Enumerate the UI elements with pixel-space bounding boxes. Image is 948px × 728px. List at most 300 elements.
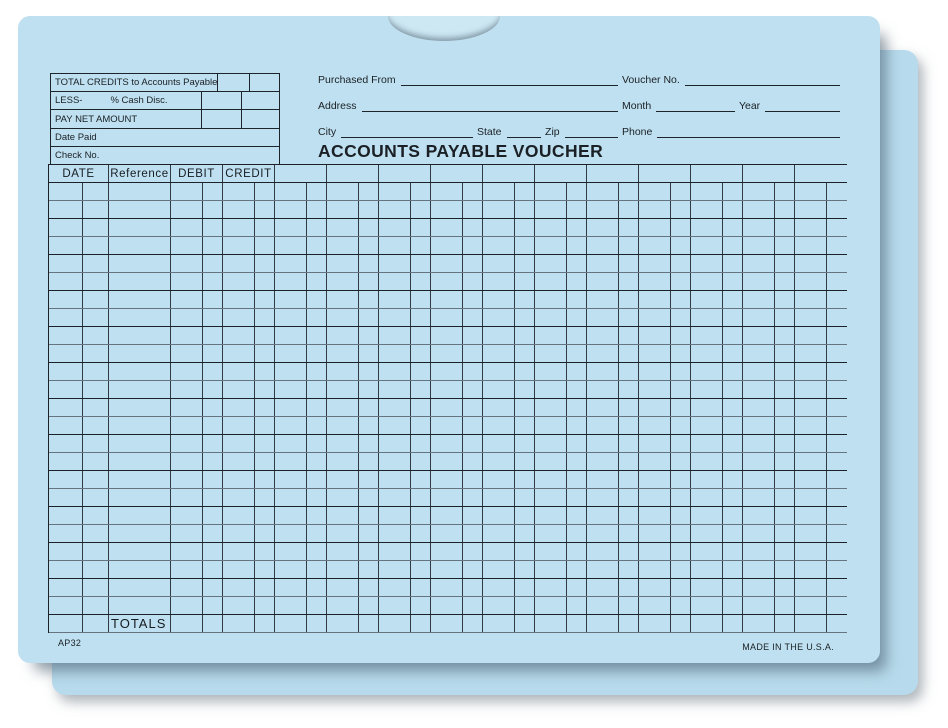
ledger-cell [795, 579, 827, 596]
ledger-cell [587, 345, 619, 362]
ledger-cell [619, 183, 639, 200]
ledger-header-cell [483, 165, 535, 182]
ledger-cell [483, 417, 515, 434]
ledger-cell [379, 291, 411, 308]
ledger-cell [567, 417, 587, 434]
ledger-cell [483, 201, 515, 218]
ledger-cell [671, 579, 691, 596]
ledger-cell [307, 273, 327, 290]
ledger-cell [619, 309, 639, 326]
ledger-cell [671, 507, 691, 524]
ledger-cell [307, 183, 327, 200]
ledger-cell [483, 525, 515, 542]
ledger-cell [203, 471, 223, 488]
ledger-cell [109, 219, 171, 236]
ledger-header-cell [743, 165, 795, 182]
ledger-cell [223, 291, 255, 308]
ledger-cell [827, 507, 847, 524]
ledger-cell [83, 453, 109, 470]
ledger-header-cell [795, 165, 847, 182]
ledger-cell [223, 327, 255, 344]
ledger-cell [431, 363, 463, 380]
ledger-cell [743, 309, 775, 326]
ledger-cell [359, 399, 379, 416]
ledger-cell [775, 471, 795, 488]
ledger-cell [483, 237, 515, 254]
ledger-cell [671, 273, 691, 290]
ledger-cell [275, 327, 307, 344]
check-no-label: Check No. [55, 149, 100, 161]
ledger-cell [359, 381, 379, 398]
summary-row-total-credits [51, 74, 279, 92]
ledger-cell [535, 255, 567, 272]
ledger-cell [619, 399, 639, 416]
ledger-cell [275, 363, 307, 380]
ledger-cell [691, 237, 723, 254]
ledger-cell [619, 615, 639, 632]
ledger-cell [587, 291, 619, 308]
ledger-cell [775, 237, 795, 254]
ledger-cell [827, 579, 847, 596]
ledger-cell [639, 435, 671, 452]
ledger-cell [83, 201, 109, 218]
ledger-cell [307, 327, 327, 344]
ledger-cell [307, 417, 327, 434]
ledger-cell [275, 507, 307, 524]
ledger-cell [691, 363, 723, 380]
ledger-cell [109, 471, 171, 488]
ledger-cell [431, 417, 463, 434]
ledger-cell [49, 201, 83, 218]
voucher-no-line [685, 83, 840, 86]
ledger-cell [203, 543, 223, 560]
ledger-header-cell [275, 165, 327, 182]
ledger-cell [463, 327, 483, 344]
ledger-cell [691, 453, 723, 470]
ledger-cell [743, 471, 775, 488]
ledger-cell [307, 453, 327, 470]
ledger-cell [49, 489, 83, 506]
ledger-cell [223, 579, 255, 596]
ledger-cell [359, 435, 379, 452]
ledger-cell [639, 309, 671, 326]
ledger-cell [255, 507, 275, 524]
ledger-cell [775, 399, 795, 416]
ledger-cell [743, 435, 775, 452]
ledger-cell [83, 435, 109, 452]
ledger-cell [327, 219, 359, 236]
ledger-cell [255, 471, 275, 488]
ledger-cell [83, 291, 109, 308]
ledger-cell [775, 363, 795, 380]
ledger-cell [535, 363, 567, 380]
ledger-cell [587, 597, 619, 614]
summary-row-less-discount [51, 92, 279, 110]
ledger-cell [691, 273, 723, 290]
ledger-cell [691, 291, 723, 308]
ledger-cell [203, 381, 223, 398]
ledger-cell [203, 327, 223, 344]
ledger-cell [535, 561, 567, 578]
ledger-cell [567, 579, 587, 596]
ledger-cell [567, 453, 587, 470]
ledger-cell [671, 291, 691, 308]
ledger-cell [307, 435, 327, 452]
ledger-cell [171, 525, 203, 542]
total-credits-label: TOTAL CREDITS to Accounts Payable [55, 77, 218, 89]
ledger-cell [203, 489, 223, 506]
ledger-cell [327, 237, 359, 254]
ledger-cell [49, 597, 83, 614]
ledger-cell [775, 381, 795, 398]
ledger-cell [515, 273, 535, 290]
ledger-cell [795, 309, 827, 326]
ledger-cell [671, 489, 691, 506]
ledger-cell [463, 525, 483, 542]
ledger-cell [515, 309, 535, 326]
ledger-cell [515, 579, 535, 596]
phone-label: Phone [622, 126, 653, 138]
ledger-cell [109, 237, 171, 254]
ledger-cell [255, 417, 275, 434]
ledger-cell [795, 273, 827, 290]
ledger-header-cell [639, 165, 691, 182]
ledger-cell [639, 453, 671, 470]
ledger-cell [327, 273, 359, 290]
ledger-cell [827, 291, 847, 308]
ledger-cell [431, 327, 463, 344]
ledger-cell [431, 435, 463, 452]
ledger-cell [359, 291, 379, 308]
ledger-cell [327, 597, 359, 614]
ledger-cell [691, 579, 723, 596]
ledger-cell [515, 183, 535, 200]
ledger-cell [109, 309, 171, 326]
ledger-cell [171, 507, 203, 524]
voucher-no-label: Voucher No. [622, 74, 680, 86]
ledger-cell [639, 201, 671, 218]
ledger-cell [83, 597, 109, 614]
ledger-cell [775, 561, 795, 578]
ledger-cell [203, 345, 223, 362]
ledger-cell [307, 489, 327, 506]
ledger-cell [255, 363, 275, 380]
ledger-cell [567, 363, 587, 380]
ledger-cell [743, 237, 775, 254]
ledger-cell [827, 201, 847, 218]
ledger-cell [483, 381, 515, 398]
ledger-cell [307, 525, 327, 542]
ledger-cell [411, 219, 431, 236]
ledger-row [49, 561, 847, 579]
ledger-cell [691, 471, 723, 488]
ledger-row [49, 399, 847, 417]
ledger-cell [723, 561, 743, 578]
ledger-cell [431, 507, 463, 524]
ledger-cell [723, 615, 743, 632]
ledger-cell [463, 489, 483, 506]
ledger-cell [359, 507, 379, 524]
ledger-cell [671, 597, 691, 614]
ledger-cell [49, 543, 83, 560]
ledger-header-cell [379, 165, 431, 182]
ledger-cell [431, 489, 463, 506]
ledger-cell [691, 561, 723, 578]
product-code: AP32 [58, 638, 82, 648]
ledger-cell [795, 381, 827, 398]
ledger-cell [411, 615, 431, 632]
ledger-cell [431, 579, 463, 596]
ledger-cell [743, 579, 775, 596]
ledger-cell [275, 525, 307, 542]
ledger-cell [515, 345, 535, 362]
field-row-2 [318, 87, 844, 113]
ledger-cell [379, 327, 411, 344]
ledger-cell [775, 597, 795, 614]
ledger-cell [483, 309, 515, 326]
form-title: ACCOUNTS PAYABLE VOUCHER [318, 141, 604, 161]
ledger-cell [671, 525, 691, 542]
ledger-row [49, 525, 847, 543]
ledger-header-row [49, 165, 847, 183]
ledger-cell [83, 273, 109, 290]
ledger-cell [795, 561, 827, 578]
ledger-cell [255, 219, 275, 236]
ledger-cell [379, 561, 411, 578]
ledger-cell [223, 363, 255, 380]
ledger-cell [795, 183, 827, 200]
ledger-cell [587, 399, 619, 416]
ledger-cell [109, 327, 171, 344]
ledger-cell [223, 543, 255, 560]
ledger-cell [359, 561, 379, 578]
ledger-cell [515, 543, 535, 560]
ledger-cell [379, 615, 411, 632]
vendor-fields [318, 61, 844, 139]
ledger-cell [671, 327, 691, 344]
less-label: LESS- [55, 95, 83, 107]
ledger-cell [359, 579, 379, 596]
ledger-cell [359, 183, 379, 200]
ledger-cell [49, 579, 83, 596]
ledger-cell [587, 327, 619, 344]
ledger-cell [723, 453, 743, 470]
ledger-cell [723, 291, 743, 308]
ledger-cell [275, 255, 307, 272]
ledger-cell [463, 345, 483, 362]
ledger-cell [307, 237, 327, 254]
ledger-cell [619, 327, 639, 344]
ledger-cell [49, 309, 83, 326]
ledger-cell [327, 435, 359, 452]
ledger-cell [223, 471, 255, 488]
ledger-cell [379, 399, 411, 416]
ledger-cell [109, 525, 171, 542]
ledger-row [49, 507, 847, 525]
ledger-cell [203, 399, 223, 416]
ledger-cell [203, 435, 223, 452]
ledger-cell [359, 345, 379, 362]
ledger-cell [109, 597, 171, 614]
ledger-cell [619, 543, 639, 560]
ledger-cell [795, 417, 827, 434]
ledger-cell [671, 615, 691, 632]
ledger-cell [483, 345, 515, 362]
ledger-cell [307, 219, 327, 236]
pay-net-label: PAY NET AMOUNT [55, 113, 138, 125]
ledger-cell [255, 255, 275, 272]
ledger-cell [109, 273, 171, 290]
ledger-cell [639, 327, 671, 344]
ledger-cell [83, 183, 109, 200]
ledger-cell [49, 327, 83, 344]
ledger-cell [827, 273, 847, 290]
ledger-cell [795, 255, 827, 272]
ledger-cell [691, 525, 723, 542]
ledger-cell [743, 507, 775, 524]
ledger-row [49, 255, 847, 273]
ledger-cell [359, 219, 379, 236]
ledger-cell [619, 219, 639, 236]
ledger-cell [515, 507, 535, 524]
ledger-cell [223, 417, 255, 434]
ledger-cell [203, 417, 223, 434]
ledger-cell [431, 291, 463, 308]
ledger-cell [431, 453, 463, 470]
ledger-cell [431, 219, 463, 236]
ledger-cell [255, 345, 275, 362]
ledger-cell [359, 597, 379, 614]
ledger-cell [223, 399, 255, 416]
ledger-cell [327, 345, 359, 362]
ledger-cell [639, 183, 671, 200]
ledger-cell [567, 489, 587, 506]
ledger-cell [431, 471, 463, 488]
ledger-cell [463, 507, 483, 524]
ledger-cell [431, 273, 463, 290]
ledger-cell [275, 291, 307, 308]
ledger-cell [723, 435, 743, 452]
ledger-cell [515, 615, 535, 632]
ledger-cell [203, 615, 223, 632]
ledger-cell [639, 219, 671, 236]
ledger-cell [49, 255, 83, 272]
ledger-row [49, 309, 847, 327]
ledger-cell [431, 399, 463, 416]
ledger-cell [535, 471, 567, 488]
ledger-cell [463, 615, 483, 632]
ledger-cell [275, 219, 307, 236]
ledger-cell [49, 417, 83, 434]
ledger-cell [775, 543, 795, 560]
ledger-cell [619, 489, 639, 506]
ledger-cell [379, 309, 411, 326]
ledger-cell [587, 543, 619, 560]
ledger-cell [171, 561, 203, 578]
ledger-cell [49, 345, 83, 362]
address-label: Address [318, 100, 357, 112]
ledger-cell [431, 615, 463, 632]
ledger-cell [307, 615, 327, 632]
ledger-cell [639, 255, 671, 272]
ledger-cell [275, 579, 307, 596]
ledger-cell [203, 201, 223, 218]
ledger-cell [171, 543, 203, 560]
ledger-cell [515, 417, 535, 434]
ledger-cell [49, 615, 83, 632]
ledger-cell [463, 291, 483, 308]
ledger-cell [587, 525, 619, 542]
ledger-cell [255, 327, 275, 344]
ledger-cell [691, 201, 723, 218]
ledger-cell [535, 219, 567, 236]
ledger-cell [827, 435, 847, 452]
ledger-cell [723, 237, 743, 254]
ledger-cell [639, 471, 671, 488]
ledger-cell [255, 183, 275, 200]
ledger-cell [671, 453, 691, 470]
ledger-cell [723, 417, 743, 434]
ledger-cell [775, 435, 795, 452]
ledger-cell [587, 489, 619, 506]
ledger-cell [587, 237, 619, 254]
ledger-cell [639, 489, 671, 506]
ledger-cell [431, 309, 463, 326]
ledger-row [49, 381, 847, 399]
ledger-cell [483, 255, 515, 272]
ledger-cell [327, 399, 359, 416]
ledger-cell [379, 273, 411, 290]
ledger-cell [223, 255, 255, 272]
ledger-cell [639, 543, 671, 560]
ledger-cell [431, 183, 463, 200]
ledger-cell [619, 507, 639, 524]
ledger-cell [379, 363, 411, 380]
ledger-cell [515, 525, 535, 542]
ledger-cell [359, 363, 379, 380]
ledger-cell [327, 579, 359, 596]
ledger-cell [743, 363, 775, 380]
ledger-cell [567, 525, 587, 542]
city-line [341, 135, 473, 138]
ledger-cell [411, 201, 431, 218]
ledger-cell [795, 345, 827, 362]
ledger-cell [619, 255, 639, 272]
ledger-cell [515, 327, 535, 344]
ledger-cell [535, 417, 567, 434]
ledger-cell [639, 363, 671, 380]
ledger-cell [795, 201, 827, 218]
ledger-cell [795, 399, 827, 416]
ledger-cell [275, 237, 307, 254]
address-line [362, 109, 618, 112]
phone-line [657, 135, 840, 138]
ledger-cell [775, 273, 795, 290]
ledger-header-cell [431, 165, 483, 182]
ledger-cell [327, 471, 359, 488]
ledger-cell [379, 417, 411, 434]
ledger-cell [83, 471, 109, 488]
ledger-cell [639, 273, 671, 290]
ledger-cell [203, 453, 223, 470]
ledger-cell [431, 255, 463, 272]
ledger-cell [83, 507, 109, 524]
ledger-cell [587, 309, 619, 326]
ledger-cell [743, 219, 775, 236]
ledger-cell [359, 273, 379, 290]
ledger-cell [535, 309, 567, 326]
ledger-cell [743, 597, 775, 614]
